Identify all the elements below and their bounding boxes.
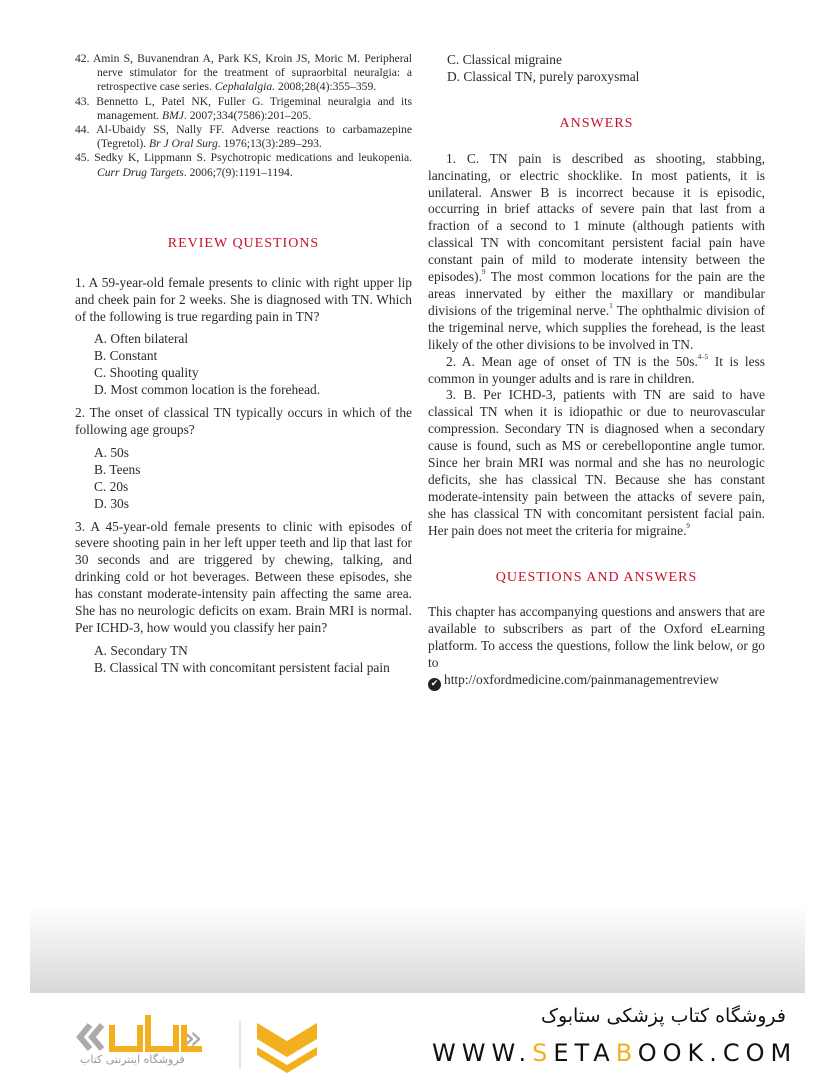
right-column bbox=[428, 52, 765, 691]
reference-item: 44. Al-Ubaidy SS, Nally FF. Adverse reactions to carbamazepine (Tegretol). Br J Oral Surg. 1976;13(3):289–293. bbox=[75, 123, 412, 151]
store-name: فروشگاه کتاب پزشکی ستابوک bbox=[540, 1005, 786, 1027]
reference-item: 45. Sedky K, Lippmann S. Psychotropic medications and leukopenia. Curr Drug Targets. 2006;7(9):1191–1194. bbox=[75, 151, 413, 179]
question-3-options bbox=[75, 643, 412, 677]
question-2-options bbox=[75, 445, 412, 513]
logo-wordmark: « bbox=[182, 1018, 203, 1058]
questions-and-answers-heading: QUESTIONS AND ANSWERS bbox=[495, 569, 698, 585]
option: D. Classical TN, purely paroxysmal bbox=[447, 68, 640, 84]
left-column bbox=[75, 52, 412, 681]
option: C. 20s bbox=[94, 478, 129, 494]
check-circle-icon: ✔ bbox=[428, 678, 441, 691]
reference-item: 42. Amin S, Buvanendran A, Park KS, Kroin JS, Moric M. Peripheral nerve stimulator for the treatment of supraorbital neuralgia: a retrospective case series. Cephalalgia. 2008;28(4):355–359. bbox=[75, 52, 412, 94]
answer-3: 3. B. Per ICHD-3, patients with TN are said to have classical TN when it is idiopathic or due to neurovascular compression. Secondary TN is diagnosed when a secondary cause is found, such as MS or cerebellopontine angle tumor. Since her brain MRI was normal and she has no neurologic deficits, she has classical TN. Because she has constant moderate-intensity pain between the attacks of severe pain, she has classical TN with concomitant persistent facial pain. Her pain does not meet the criteria for migraine.$^9$ bbox=[428, 387, 765, 538]
page-shadow bbox=[30, 905, 805, 993]
qa-paragraph: This chapter has accompanying questions and answers that are available to subscribers as part of the Oxford eLearning platform. To access the questions, follow the link below, or go to ✔ http://oxfordmedicine.com/painmanagementreview bbox=[428, 604, 765, 690]
logo-tagline: فروشگاه اینترنتی کتاب bbox=[80, 1053, 185, 1066]
option: B. Classical TN with concomitant persistent facial pain bbox=[94, 659, 390, 675]
reference-item: 43. Bennetto L, Patel NK, Fuller G. Trigeminal neuralgia and its management. BMJ. 2007;334(7586):201–205. bbox=[75, 94, 412, 122]
option: A. 50s bbox=[94, 444, 129, 460]
footer-banner bbox=[0, 993, 834, 1080]
answer-2: 2. A. Mean age of onset of TN is the 50s.$^{4-5}$ It is less common in younger adults and is rare in children. bbox=[428, 352, 765, 386]
oxford-link[interactable]: http://oxfordmedicine.com/painmanagementreview bbox=[444, 672, 719, 688]
option: B. Constant bbox=[94, 348, 158, 364]
question-3: 3. A 45-year-old female presents to clinic with episodes of severe shooting pain in her left upper teeth and lip that last for 30 seconds and are triggered by chewing, talking, and drinking cold or hot beverages. Between these episodes, she has constant moderate-intensity pain affecting the same area. She has no neurologic deficits on exam. Brain MRI is normal. Per ICHD-3, how would you classify her pain? bbox=[75, 518, 412, 635]
question-3-options-continued bbox=[428, 52, 765, 86]
answers-heading: ANSWERS bbox=[559, 115, 634, 131]
answer-1: 1. C. TN pain is described as shooting, stabbing, lancinating, or electric shocklike. In most patients, it is unilateral. Answer B is incorrect because it is episodic, occurring in brief attacks of severe pain that last from a fraction of a second to 1 minute (although patients with classical TN with concomitant persistent facial pain have constant pain of mild to moderate intensity between the episodes).$^9$ The most common locations for the pain are the areas innervated by either the maxillary or mandibular divisions of the trigeminal nerve.$^1$ The ophthalmic division of the trigeminal nerve, which supplies the forehead, is the least likely of the other divisions to be involved in TN. bbox=[428, 150, 765, 352]
store-url[interactable]: WWW.SETABOOK.COM bbox=[432, 1039, 798, 1067]
reference-list bbox=[75, 52, 412, 180]
question-1-options bbox=[75, 331, 412, 399]
option: A. Often bilateral bbox=[94, 331, 189, 347]
option: D. 30s bbox=[94, 495, 129, 511]
option: C. Shooting quality bbox=[94, 365, 199, 381]
option: B. Teens bbox=[94, 461, 141, 477]
option: D. Most common location is the forehead. bbox=[94, 382, 321, 398]
option: A. Secondary TN bbox=[94, 642, 188, 658]
question-1: 1. A 59-year-old female presents to clinic with right upper lip and cheek pain for 2 weeks. She is diagnosed with TN. Which of the following is true regarding pain in TN? bbox=[75, 274, 412, 324]
question-2: 2. The onset of classical TN typically occurs in which of the following age groups? bbox=[75, 405, 412, 437]
option: C. Classical migraine bbox=[447, 52, 562, 67]
review-questions-heading: REVIEW QUESTIONS bbox=[167, 235, 320, 251]
